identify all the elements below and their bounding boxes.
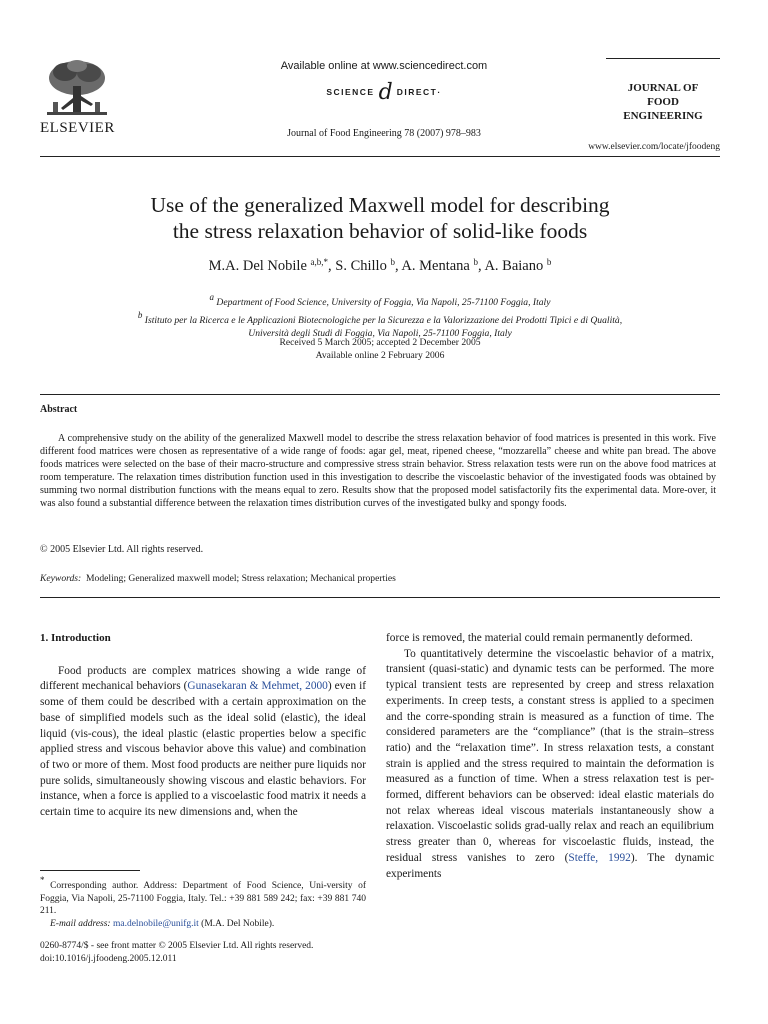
- doi-line[interactable]: doi:10.1016/j.jfoodeng.2005.12.011: [40, 954, 177, 964]
- journal-title-box: [606, 58, 720, 123]
- abstract-copyright: © 2005 Elsevier Ltd. All rights reserved.: [40, 544, 204, 555]
- publisher-name: ELSEVIER: [40, 120, 115, 136]
- journal-reference: Journal of Food Engineering 78 (2007) 978–983: [287, 128, 481, 139]
- footnote-mark: *: [40, 875, 45, 885]
- keywords-label: Keywords:: [40, 573, 82, 584]
- affiliation-text: Department of Food Science, University of Foggia, Via Napoli, 25-71100 Foggia, Italy: [216, 297, 551, 308]
- author-separator: ,: [394, 258, 402, 274]
- author-name: A. Mentana: [401, 258, 474, 274]
- journal-name-line: FOOD: [647, 96, 679, 108]
- email-label: E-mail address:: [50, 918, 111, 929]
- footnote-rule: [40, 870, 140, 871]
- affiliation-text: Università degli Studi di Foggia, Via Napoli, 25-71100 Foggia, Italy: [248, 328, 512, 339]
- affiliation-text: Istituto per la Ricerca e le Applicazioni Biotecnologiche per la Sicurezza e la Valorizzazione dei Prodotti Tipici e di Qualità,: [144, 315, 623, 326]
- section-heading: 1. Introduction: [40, 632, 111, 644]
- affiliation-b: [40, 309, 720, 327]
- author-affiliation-mark: b: [390, 257, 395, 267]
- author-affiliation-mark: b: [546, 257, 552, 267]
- corresponding-author-footnote: [40, 874, 366, 930]
- affiliations: [40, 291, 720, 340]
- received-date: Received 5 March 2005; accepted 2 December 2005: [279, 337, 481, 348]
- author: [209, 258, 336, 274]
- abstract-top-rule: [40, 394, 720, 395]
- journal-name: [606, 81, 720, 123]
- available-online-text: Available online at www.sciencedirect.com: [280, 60, 488, 72]
- title-line: Use of the generalized Maxwell model for describing: [150, 193, 610, 217]
- journal-url[interactable]: www.elsevier.com/locate/jfoodeng: [588, 142, 720, 152]
- author: [335, 258, 401, 274]
- front-matter: [40, 940, 313, 966]
- text-run: ) even if some of them could be described with a certain approximation on the base of simplified models such as the ideal solid (elastic), the ideal liquid (vis-cous), the ideal plastic (elastic properties below a specific applied stress and viscous behavior above this value) and combination of two or more of them. Most food products are neither pure liquids nor pure solids, simultaneously showing viscous and elastic behaviors. For instance, when a force is applied to a viscoelastic food matrix it needs a certain time to acquire its new dimensions and, when the: [40, 680, 366, 819]
- header-divider: [40, 156, 720, 157]
- author-name: M.A. Del Nobile: [208, 258, 311, 274]
- affiliation-mark: a: [209, 292, 215, 302]
- author: [401, 258, 484, 274]
- journal-name-line: ENGINEERING: [623, 110, 703, 122]
- citation-link[interactable]: Gunasekaran & Mehmet, 2000: [187, 680, 328, 693]
- affiliation-a: [40, 291, 720, 309]
- article-dates: [40, 336, 720, 362]
- author: [484, 258, 551, 274]
- left-column: [40, 631, 366, 821]
- text-run: ). The dynamic experiments: [386, 851, 715, 880]
- title-line: the stress relaxation behavior of solid-like foods: [172, 219, 588, 243]
- abstract-bottom-rule: [40, 597, 720, 598]
- author-affiliation-mark: a,b,*: [310, 257, 329, 267]
- text-run: To quantitatively determine the viscoelastic behavior of a matrix, transient (quasi-static) and dynamic tests can be performed. The more typical transient tests are represented by creep and stress relaxation experiments. In creep tests, a constant stress is applied to a specimen and the corre-sponding strain is measured as a function of time. The considered parameters are the “compliance” (that is the strain–stress ratio) and the “relaxation time”. In stress relaxation tests, a constant strain is applied and the stress required to maintain the deformation is measured as a function of time. When a stress relaxation test is per-formed, different behaviors can be observed: ideal elastic materials do not relax whereas ideal viscous materials instantaneously show a relaxation. Viscoelastic solids grad-ually relax and reach an equilibrium stress greater than 0, whereas for viscoelastic fluids, instead, the residual stress vanishes to zero (: [386, 647, 714, 864]
- footnote-email-line: [40, 918, 366, 931]
- author-list: [40, 257, 720, 275]
- sd-at-icon: d: [378, 80, 393, 105]
- keywords: [40, 573, 396, 584]
- footnote-text: [40, 874, 366, 918]
- article-title: [40, 192, 720, 244]
- author-separator: ,: [328, 258, 336, 274]
- author-name: A. Baiano: [484, 258, 547, 274]
- abstract-paragraph: A comprehensive study on the ability of the generalized Maxwell model to describe the stress relaxation behavior of food matrices is presented in this work. Five different food matrices were chosen as representative of a wide range of foods: agar gel, meat, ripened cheese, “mozzarella” cheese and white pan bread. The above foods matrices were selected on the base of their macro-structure and compressive stress strain behavior. Stress relaxation tests were run on the above food matrices at room temperature. The relaxation times distribution function used in this investigation to describe the viscoelastic behavior of the investigated foods was obtained by summing two normal distribution functions with the means equal to zero. Results show that the proposed model satisfactorily fits the experimental data. More-over, it was also found a substantial difference between the relaxation times distribution curves of the investigated bulky and spongy foods.: [40, 433, 716, 510]
- author-name: S. Chillo: [335, 258, 391, 274]
- citation-link[interactable]: Steffe, 1992: [568, 851, 631, 864]
- abstract-body: [40, 432, 716, 510]
- keywords-text: Modeling; Generalized maxwell model; Stress relaxation; Mechanical properties: [86, 573, 396, 584]
- intro-paragraph-1-cont: force is removed, the material could remain permanently deformed.: [386, 632, 693, 644]
- issn-line: 0260-8774/$ - see front matter © 2005 Elsevier Ltd. All rights reserved.: [40, 941, 314, 951]
- online-date: Available online 2 February 2006: [315, 350, 445, 361]
- footnote-body: Corresponding author. Address: Department of Food Science, Uni-versity of Foggia, Via Napoli, 25-71100 Foggia, Italy. Tel.: +39 881 589 242; fax: +39 881 740 211.: [40, 881, 366, 917]
- journal-name-line: JOURNAL OF: [627, 82, 699, 94]
- author-separator: ,: [478, 258, 485, 274]
- sd-right: DIRECT·: [396, 86, 442, 97]
- sd-left: SCIENCE: [326, 86, 375, 97]
- right-column: [386, 631, 714, 882]
- email-suffix: (M.A. Del Nobile).: [201, 918, 275, 929]
- email-link[interactable]: ma.delnobile@unifg.it: [112, 918, 199, 929]
- text-run: Food products are complex matrices showing a wide range of different mechanical behaviors (: [40, 664, 366, 693]
- author-affiliation-mark: b: [473, 257, 478, 267]
- affiliation-mark: b: [137, 310, 143, 320]
- intro-paragraph-2: [386, 647, 714, 883]
- intro-paragraph-1: [40, 664, 366, 821]
- abstract-heading: Abstract: [40, 404, 78, 415]
